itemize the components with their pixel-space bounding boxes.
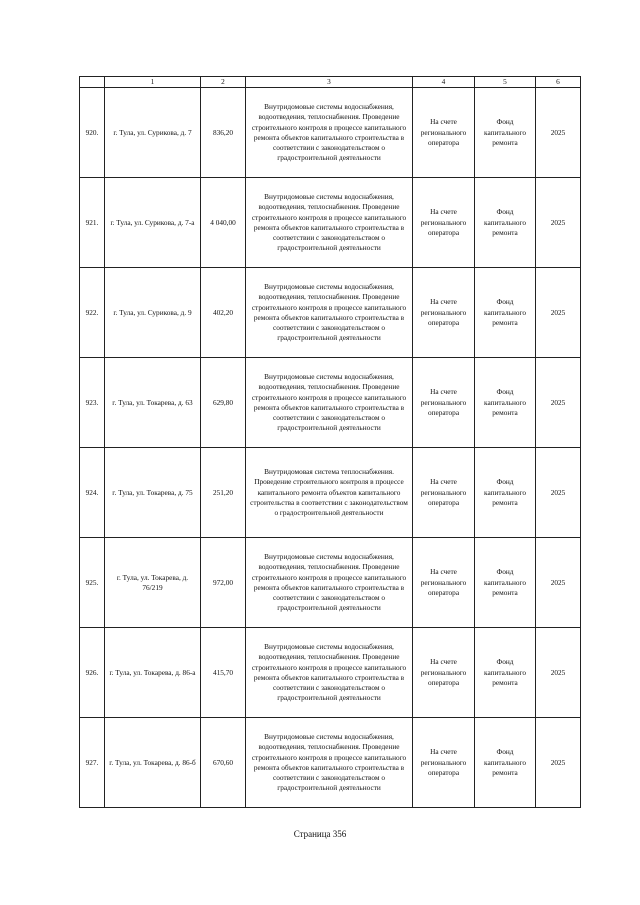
table-row	[80, 358, 581, 448]
header-col-1: 1	[105, 77, 201, 88]
row-area: 415,70	[201, 628, 246, 718]
row-number: 927.	[80, 718, 105, 808]
row-address: г. Тула, ул. Токарева, д. 63	[105, 358, 201, 448]
row-account: На счете регионального оператора	[413, 178, 475, 268]
row-work: Внутридомовые системы водоснабжения, водоотведения, теплоснабжения. Проведение строительного контроля в процессе капитального ремонта объектов капитального строительства в соответствии с законодательством о градостроительной деятельности	[246, 718, 413, 808]
row-year: 2025	[536, 358, 581, 448]
row-work: Внутридомовая система теплоснабжения. Проведение строительного контроля в процессе капитального ремонта объектов капитального строительства в соответствии с законодательством о градостроительной деятельности	[246, 448, 413, 538]
row-work: Внутридомовые системы водоснабжения, водоотведения, теплоснабжения. Проведение строительного контроля в процессе капитального ремонта объектов капитального строительства в соответствии с законодательством о градостроительной деятельности	[246, 268, 413, 358]
row-address: г. Тула, ул. Сурикова, д. 9	[105, 268, 201, 358]
table-row	[80, 448, 581, 538]
row-source: Фонд капитального ремонта	[475, 538, 536, 628]
row-year: 2025	[536, 268, 581, 358]
row-work: Внутридомовые системы водоснабжения, водоотведения, теплоснабжения. Проведение строительного контроля в процессе капитального ремонта объектов капитального строительства в соответствии с законодательством о градостроительной деятельности	[246, 88, 413, 178]
table-row	[80, 268, 581, 358]
row-number: 920.	[80, 88, 105, 178]
row-account: На счете регионального оператора	[413, 448, 475, 538]
row-source: Фонд капитального ремонта	[475, 178, 536, 268]
row-address: г. Тула, ул. Токарева, д. 76/219	[105, 538, 201, 628]
table-row	[80, 88, 581, 178]
row-source: Фонд капитального ремонта	[475, 358, 536, 448]
header-col-5: 5	[475, 77, 536, 88]
row-area: 4 040,00	[201, 178, 246, 268]
header-col-4: 4	[413, 77, 475, 88]
row-year: 2025	[536, 718, 581, 808]
row-account: На счете регионального оператора	[413, 268, 475, 358]
row-area: 251,20	[201, 448, 246, 538]
row-area: 972,00	[201, 538, 246, 628]
row-number: 924.	[80, 448, 105, 538]
row-source: Фонд капитального ремонта	[475, 268, 536, 358]
row-area: 629,80	[201, 358, 246, 448]
header-col-num	[80, 77, 105, 88]
row-work: Внутридомовые системы водоснабжения, водоотведения, теплоснабжения. Проведение строительного контроля в процессе капитального ремонта объектов капитального строительства в соответствии с законодательством о градостроительной деятельности	[246, 178, 413, 268]
row-number: 925.	[80, 538, 105, 628]
row-work: Внутридомовые системы водоснабжения, водоотведения, теплоснабжения. Проведение строительного контроля в процессе капитального ремонта объектов капитального строительства в соответствии с законодательством о градостроительной деятельности	[246, 628, 413, 718]
row-address: г. Тула, ул. Токарева, д. 86-б	[105, 718, 201, 808]
header-col-6: 6	[536, 77, 581, 88]
header-col-2: 2	[201, 77, 246, 88]
row-account: На счете регионального оператора	[413, 718, 475, 808]
table-row	[80, 628, 581, 718]
row-source: Фонд капитального ремонта	[475, 448, 536, 538]
page-number: Страница 356	[293, 829, 347, 839]
row-address: г. Тула, ул. Сурикова, д. 7	[105, 88, 201, 178]
table-row	[80, 538, 581, 628]
header-col-3: 3	[246, 77, 413, 88]
row-work: Внутридомовые системы водоснабжения, водоотведения, теплоснабжения. Проведение строительного контроля в процессе капитального ремонта объектов капитального строительства в соответствии с законодательством о градостроительной деятельности	[246, 538, 413, 628]
row-year: 2025	[536, 538, 581, 628]
row-area: 402,20	[201, 268, 246, 358]
row-number: 921.	[80, 178, 105, 268]
row-area: 836,20	[201, 88, 246, 178]
row-year: 2025	[536, 628, 581, 718]
row-account: На счете регионального оператора	[413, 358, 475, 448]
row-year: 2025	[536, 88, 581, 178]
row-address: г. Тула, ул. Токарева, д. 75	[105, 448, 201, 538]
row-number: 923.	[80, 358, 105, 448]
row-year: 2025	[536, 178, 581, 268]
table-row	[80, 178, 581, 268]
row-account: На счете регионального оператора	[413, 88, 475, 178]
row-account: На счете регионального оператора	[413, 538, 475, 628]
row-account: На счете регионального оператора	[413, 628, 475, 718]
row-address: г. Тула, ул. Сурикова, д. 7-а	[105, 178, 201, 268]
row-source: Фонд капитального ремонта	[475, 718, 536, 808]
row-address: г. Тула, ул. Токарева, д. 86-а	[105, 628, 201, 718]
table-row	[80, 718, 581, 808]
row-source: Фонд капитального ремонта	[475, 88, 536, 178]
row-number: 926.	[80, 628, 105, 718]
header-row	[80, 77, 581, 88]
row-number: 922.	[80, 268, 105, 358]
row-area: 670,60	[201, 718, 246, 808]
works-table	[79, 76, 581, 808]
row-work: Внутридомовые системы водоснабжения, водоотведения, теплоснабжения. Проведение строительного контроля в процессе капитального ремонта объектов капитального строительства в соответствии с законодательством о градостроительной деятельности	[246, 358, 413, 448]
row-year: 2025	[536, 448, 581, 538]
row-source: Фонд капитального ремонта	[475, 628, 536, 718]
